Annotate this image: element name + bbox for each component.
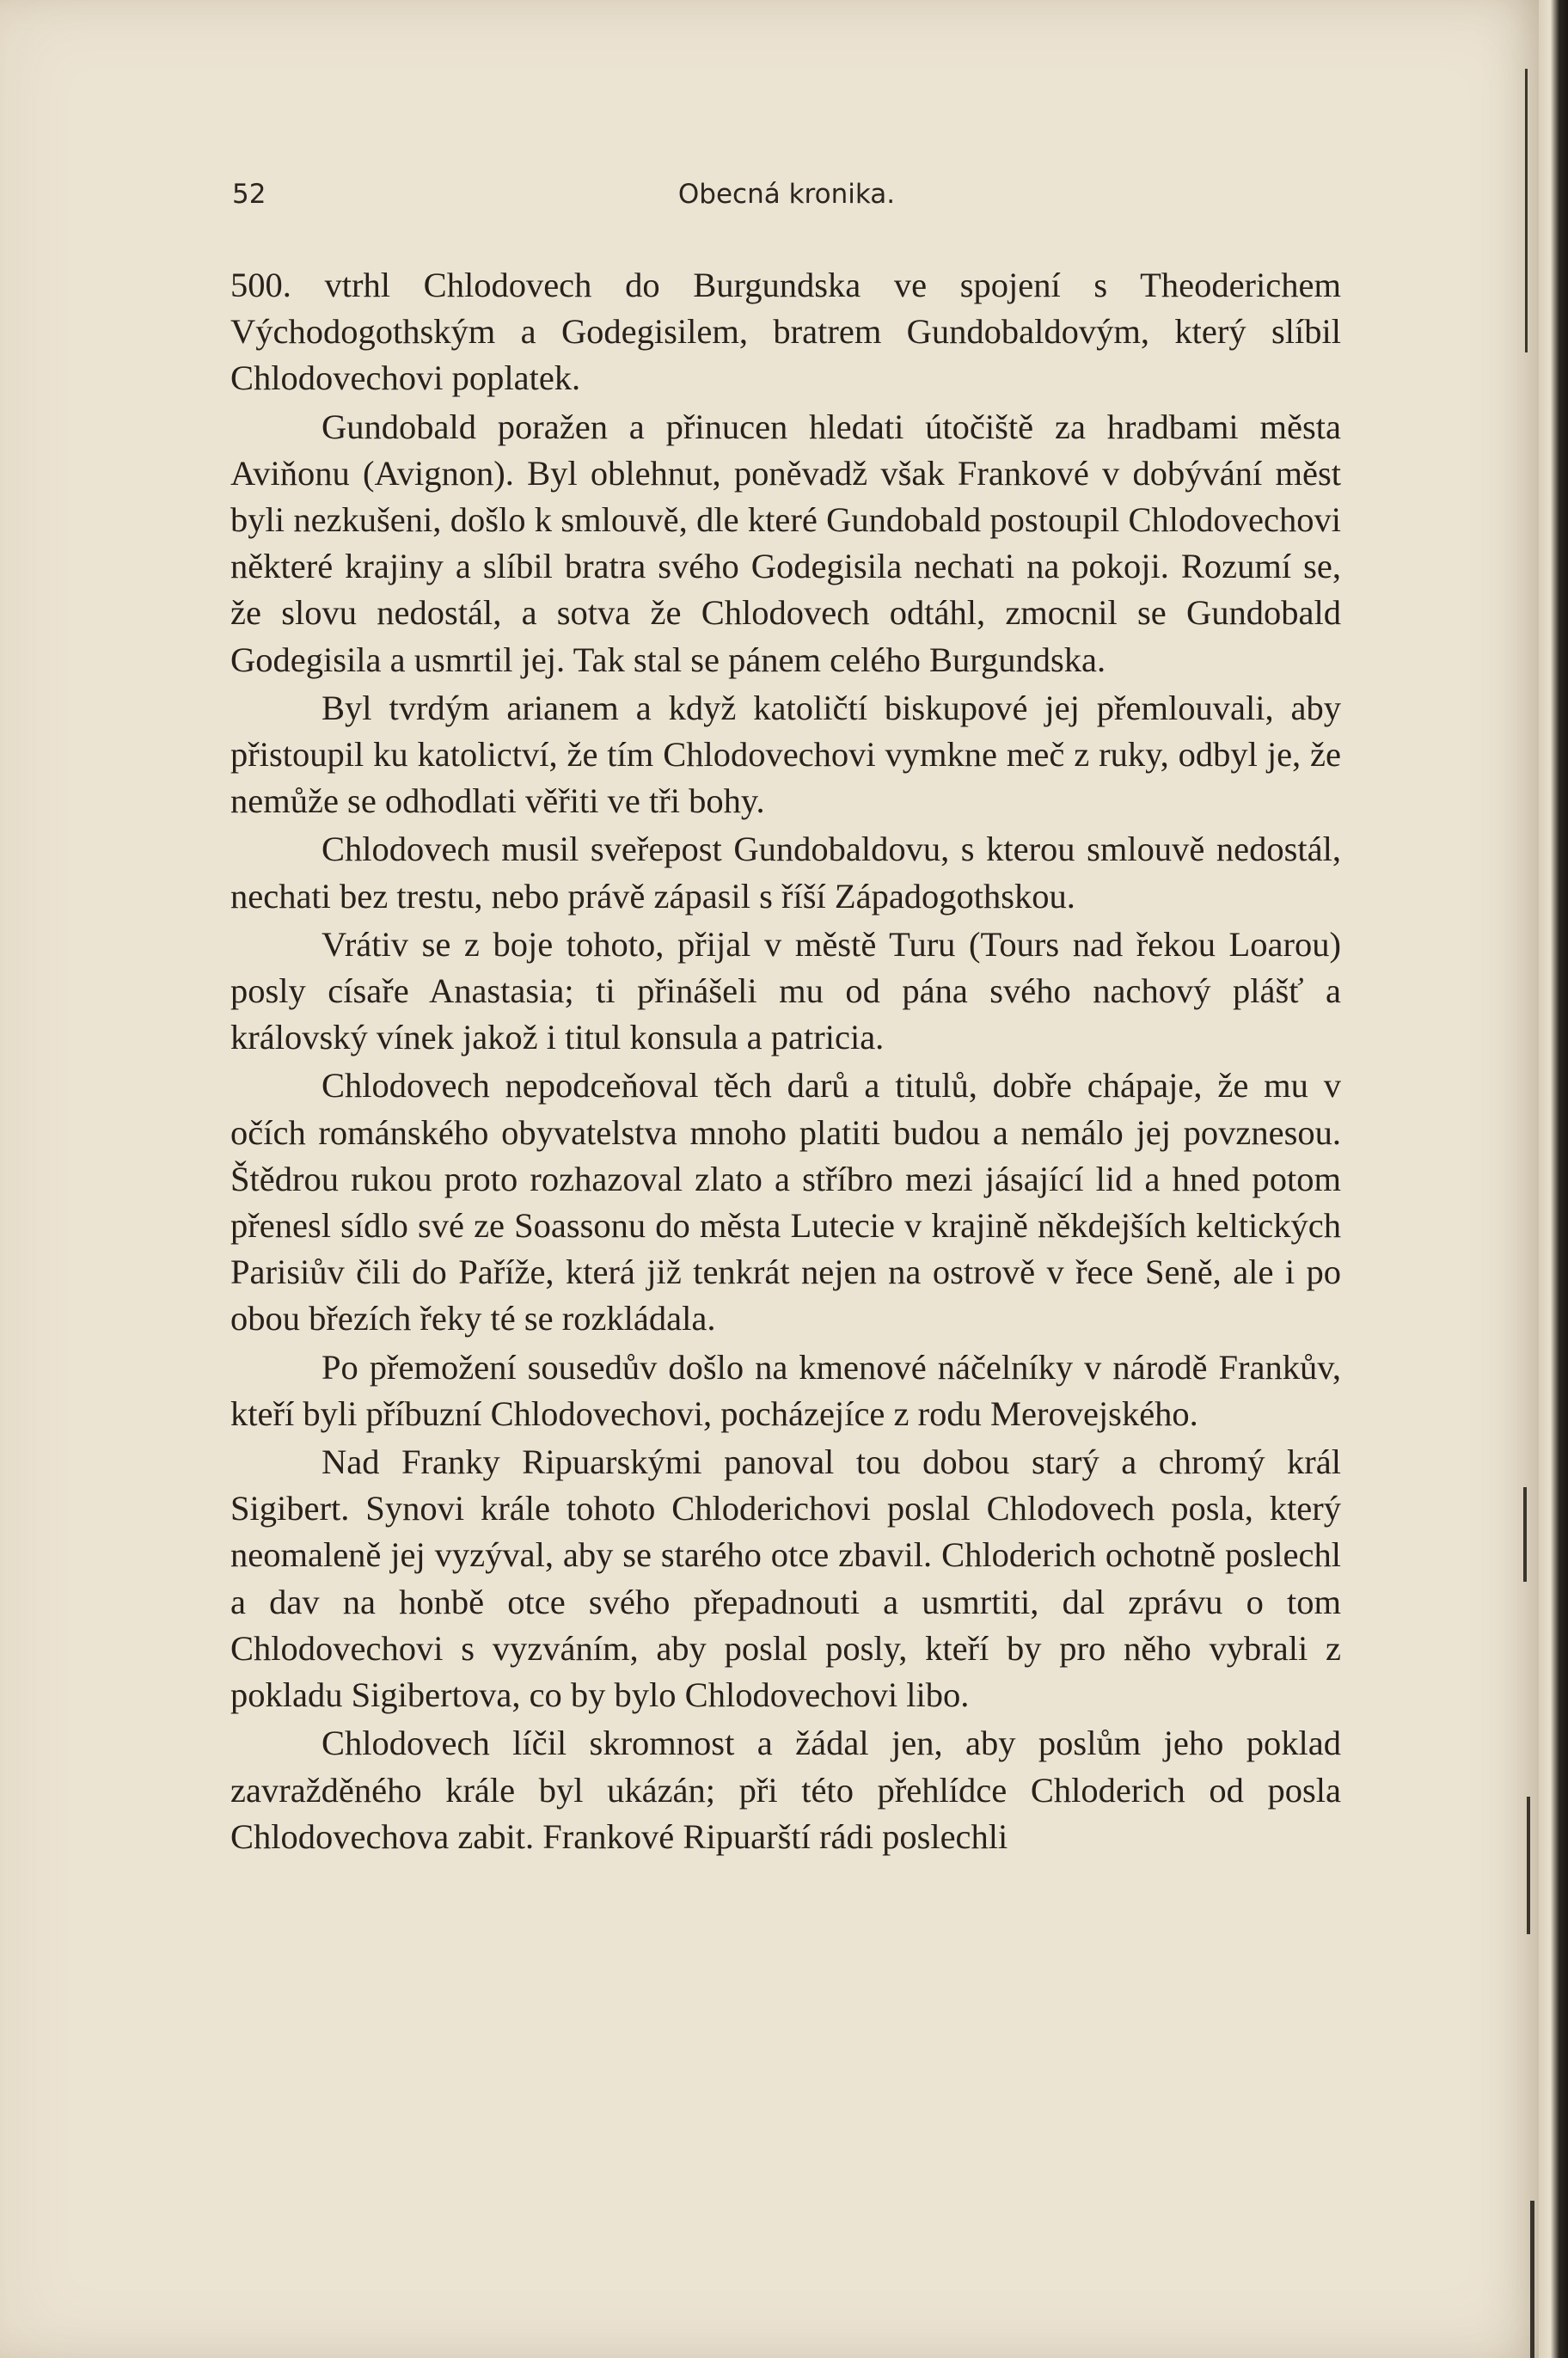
page-header — [232, 172, 1341, 224]
binding-mark — [1527, 1797, 1530, 1934]
binding-mark — [1523, 1487, 1527, 1582]
paragraph-9: Chlodovech líčil skromnost a žádal jen, aby poslům jeho poklad zavražděného krále byl ukázán; při této přehlídce Chloderich od posla Chlodovechova zabit. Frankové Ripuarští rádi poslechli — [230, 1724, 1341, 1856]
paragraph-8: Nad Franky Ripuarskými panoval tou dobou starý a chromý král Sigibert. Synovi krále tohoto Chloderichovi poslal Chlodovech posla, který neomaleně jej vyzýval, aby se starého otce zbavil. Chloderich ochotně poslechl a dav na honbě otce svého přepadnouti a usmrtiti, dal zprávu o tom Chlodovechovi s vyzváním, aby poslal posly, kteří by pro něho vybrali z pokladu Sigibertova, co by bylo Chlodovechovi libo. — [230, 1442, 1341, 1715]
paragraph-1: 500. vtrhl Chlodovech do Burgundska ve spojení s Theoderichem Východogothským a Godegisilem, bratrem Gundobaldovým, který slíbil Chlodovechovi poplatek. — [230, 266, 1341, 398]
paragraph-3: Byl tvrdým arianem a když katoličtí biskupové jej přemlouvali, aby přistoupil ku katolictví, že tím Chlodovechovi vymkne meč z ruky, odbyl je, že nemůže se odhodlati věřiti ve tři bohy. — [230, 688, 1341, 821]
page-number: 52 — [232, 179, 266, 210]
binding-mark — [1525, 69, 1528, 352]
paragraph-4: Chlodovech musil sveřepost Gundobaldovu, s kterou smlouvě nedostál, nechati bez trestu, nebo právě zápasil s říší Západogothskou. — [230, 830, 1341, 916]
paragraph-2: Gundobald poražen a přinucen hledati útočiště za hradbami města Aviňonu (Avignon). Byl oblehnut, poněvadž však Frankové v dobývání měst byli nezkušeni, došlo k smlouvě, dle které Gundobald postoupil Chlodovechovi některé krajiny a slíbil bratra svého Godegisila nechati na pokoji. Rozumí se, že slovu nedostál, a sotva že Chlodovech odtáhl, zmocnil se Gundobald Godegisila a usmrtil jej. Tak stal se pánem celého Burgundska. — [230, 407, 1341, 679]
paragraph-7: Po přemožení sousedův došlo na kmenové náčelníky v národě Frankův, kteří byli příbuzní Chlodovechovi, pocházejíce z rodu Merovejského. — [230, 1347, 1341, 1433]
binding-mark — [1530, 2201, 1534, 2358]
body-text — [230, 262, 1341, 1860]
running-title: Obecná kronika. — [677, 179, 896, 210]
paragraph-5: Vrátiv se z boje tohoto, přijal v městě Turu (Tours nad řekou Loarou) posly císaře Anastasia; ti přinášeli mu od pána svého nachový plášť a královský vínek jakož i titul konsula a patricia. — [230, 924, 1341, 1057]
paragraph-6: Chlodovech nepodceňoval těch darů a titulů, dobře chápaje, že mu v očích románského obyvatelstva mnoho platiti budou a nemálo jej povznesou. Štědrou rukou proto rozhazoval zlato a stříbro mezi jásající lid a hned potom přenesl sídlo své ze Soassonu do města Lutecie v krajině někdejších keltických Parisiův čili do Paříže, která již tenkrát nejen na ostrově v řece Seně, ale i po obou březích řeky té se rozkládala. — [230, 1066, 1341, 1338]
page-edge — [1539, 0, 1568, 2358]
